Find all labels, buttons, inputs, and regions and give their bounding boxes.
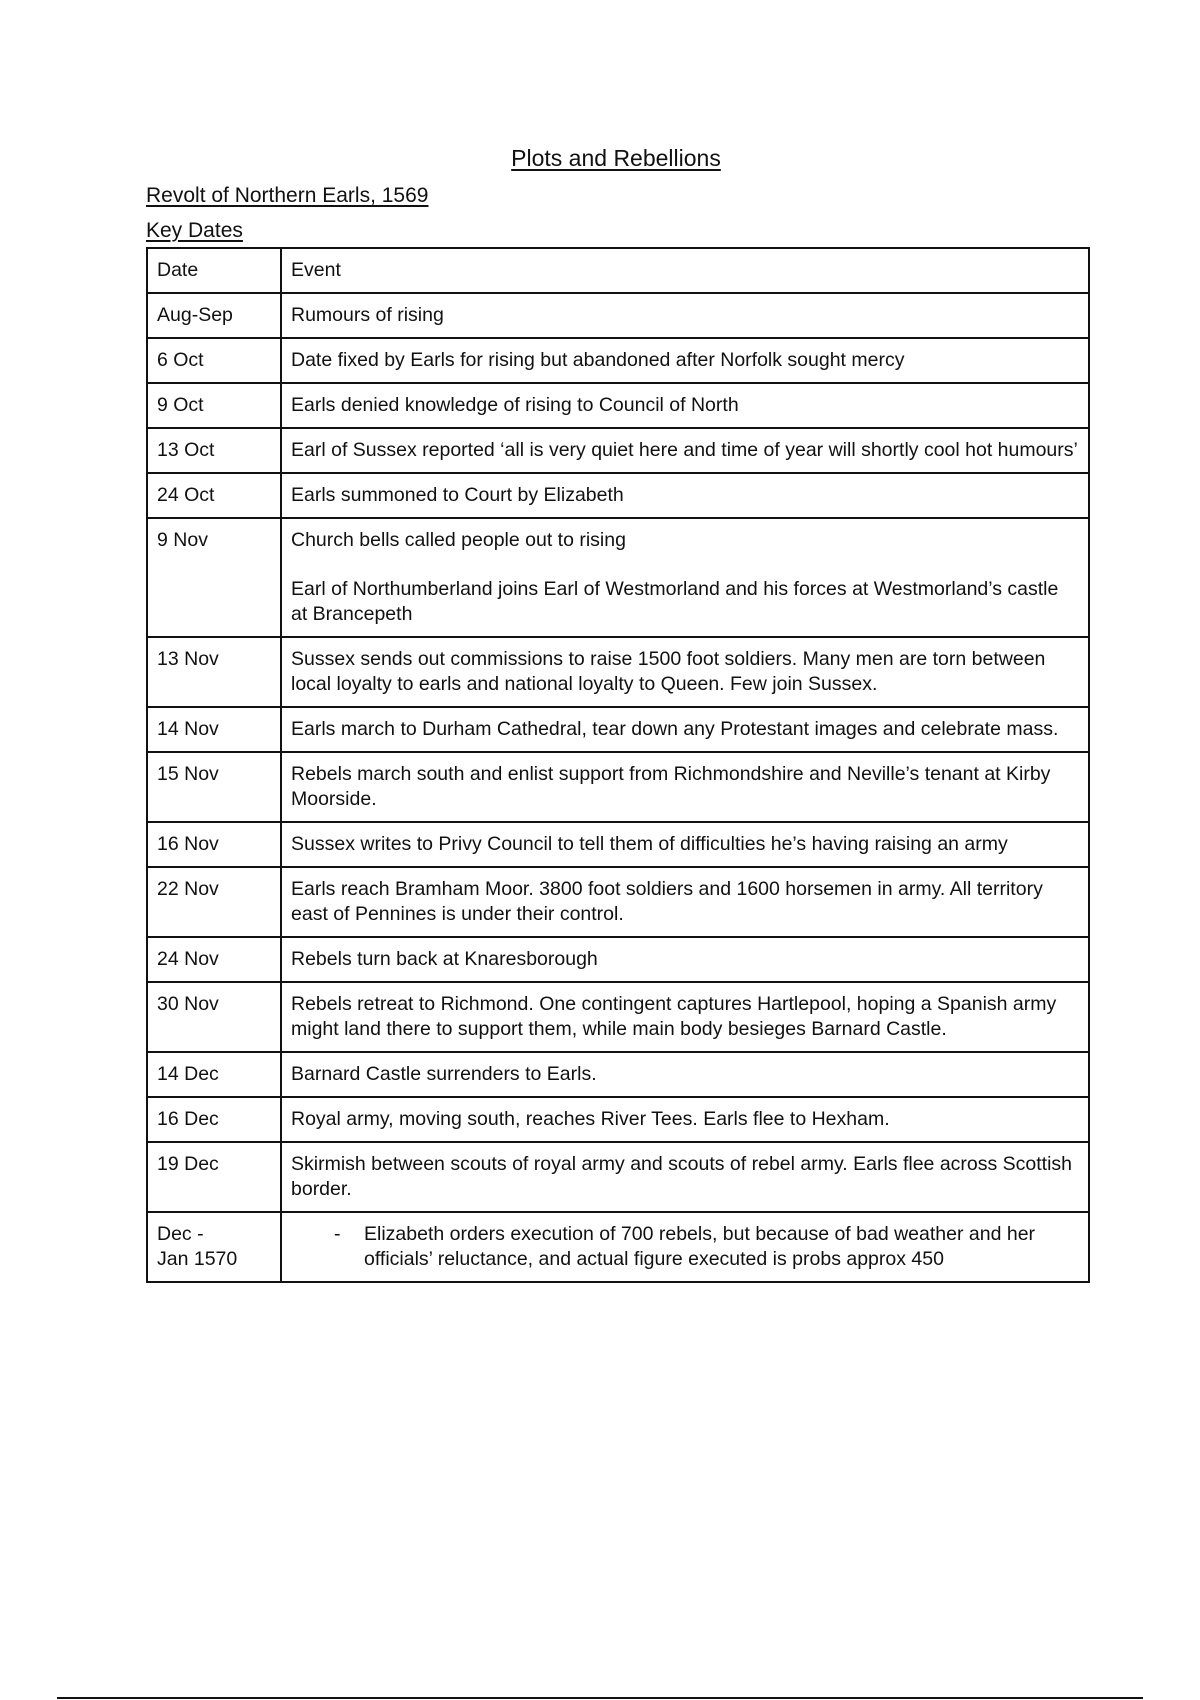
- table-row: [147, 937, 1089, 982]
- date-cell: 9 Nov: [147, 518, 281, 637]
- date-cell: 13 Oct: [147, 428, 281, 473]
- table-row: [147, 1212, 1089, 1282]
- date-line: Jan 1570: [157, 1248, 238, 1270]
- event-text: Earls summoned to Court by Elizabeth: [291, 484, 624, 506]
- date-cell: 16 Dec: [147, 1097, 281, 1142]
- event-text: Sussex sends out commissions to raise 1500 foot soldiers. Many men are torn between local loyalty to earls and national loyalty to Queen. Few join Sussex.: [291, 648, 1046, 695]
- event-cell: [281, 338, 1089, 383]
- event-cell: [281, 518, 1089, 637]
- event-text: Rebels turn back at Knaresborough: [291, 948, 598, 970]
- event-cell: [281, 293, 1089, 338]
- date-cell: 15 Nov: [147, 752, 281, 822]
- event-cell: [281, 982, 1089, 1052]
- event-cell: [281, 707, 1089, 752]
- section-heading: Revolt of Northern Earls, 1569: [146, 184, 429, 207]
- table-row: [147, 1142, 1089, 1212]
- date-cell: 14 Nov: [147, 707, 281, 752]
- header-event: Event: [281, 248, 1089, 293]
- event-cell: [281, 1052, 1089, 1097]
- table-row: [147, 428, 1089, 473]
- key-dates-table: [146, 247, 1090, 1283]
- bullet-dash: -: [334, 1223, 341, 1245]
- table-row: [147, 1052, 1089, 1097]
- event-cell: [281, 937, 1089, 982]
- event-text: Rebels march south and enlist support from Richmondshire and Neville’s tenant at Kirby Moorside.: [291, 763, 1051, 810]
- event-text: Royal army, moving south, reaches River Tees. Earls flee to Hexham.: [291, 1108, 890, 1130]
- event-text: Earl of Sussex reported ‘all is very quiet here and time of year will shortly cool hot humours’: [291, 439, 1078, 461]
- event-cell: [281, 428, 1089, 473]
- header-date: Date: [147, 248, 281, 293]
- event-text: Elizabeth orders execution of 700 rebels, but because of bad weather and her officials’ reluctance, and actual figure executed is probs approx 450: [364, 1223, 1036, 1270]
- table-row: [147, 338, 1089, 383]
- date-cell: 30 Nov: [147, 982, 281, 1052]
- date-cell: 14 Dec: [147, 1052, 281, 1097]
- event-cell: [281, 383, 1089, 428]
- table-header-row: [147, 248, 1089, 293]
- key-dates-heading: Key Dates: [146, 219, 243, 242]
- date-cell: 22 Nov: [147, 867, 281, 937]
- date-cell: 13 Nov: [147, 637, 281, 707]
- footer-rule: [57, 1697, 1143, 1699]
- date-cell: 16 Nov: [147, 822, 281, 867]
- date-cell: 6 Oct: [147, 338, 281, 383]
- event-text: Skirmish between scouts of royal army and scouts of rebel army. Earls flee across Scottish border.: [291, 1153, 1073, 1200]
- event-cell: [281, 1097, 1089, 1142]
- table-row: [147, 293, 1089, 338]
- table-row: [147, 867, 1089, 937]
- event-cell: [281, 1212, 1089, 1282]
- date-line: Dec -: [157, 1223, 204, 1245]
- event-cell: [281, 473, 1089, 518]
- bullet-item: [291, 1222, 1079, 1272]
- date-cell: 9 Oct: [147, 383, 281, 428]
- event-cell: [281, 1142, 1089, 1212]
- date-cell: 24 Nov: [147, 937, 281, 982]
- event-text: Barnard Castle surrenders to Earls.: [291, 1063, 597, 1085]
- table-row: [147, 1097, 1089, 1142]
- event-cell: [281, 867, 1089, 937]
- date-cell: Aug-Sep: [147, 293, 281, 338]
- table-row: [147, 822, 1089, 867]
- event-text: Earls reach Bramham Moor. 3800 foot soldiers and 1600 horsemen in army. All territory east of Pennines is under their control.: [291, 878, 1043, 925]
- event-cell: [281, 822, 1089, 867]
- event-cell: [281, 637, 1089, 707]
- event-text: Rumours of rising: [291, 304, 444, 326]
- table-row: [147, 473, 1089, 518]
- table-row: [147, 518, 1089, 637]
- event-text: Sussex writes to Privy Council to tell them of difficulties he’s having raising an army: [291, 833, 1008, 855]
- page-title: Plots and Rebellions: [511, 145, 721, 171]
- date-cell: 24 Oct: [147, 473, 281, 518]
- event-text: Date fixed by Earls for rising but abandoned after Norfolk sought mercy: [291, 349, 905, 371]
- table-row: [147, 707, 1089, 752]
- date-cell: [147, 1212, 281, 1282]
- event-cell: [281, 752, 1089, 822]
- event-text: Earls denied knowledge of rising to Council of North: [291, 394, 739, 416]
- event-text: Rebels retreat to Richmond. One contingent captures Hartlepool, hoping a Spanish army might land there to support them, while main body besieges Barnard Castle.: [291, 993, 1057, 1040]
- event-text: Earls march to Durham Cathedral, tear down any Protestant images and celebrate mass.: [291, 718, 1059, 740]
- event-text: Church bells called people out to rising: [291, 529, 626, 551]
- table-row: [147, 752, 1089, 822]
- date-cell: 19 Dec: [147, 1142, 281, 1212]
- table-row: [147, 637, 1089, 707]
- table-row: [147, 982, 1089, 1052]
- event-text: Earl of Northumberland joins Earl of Westmorland and his forces at Westmorland’s castle at Brancepeth: [291, 578, 1059, 625]
- table-row: [147, 383, 1089, 428]
